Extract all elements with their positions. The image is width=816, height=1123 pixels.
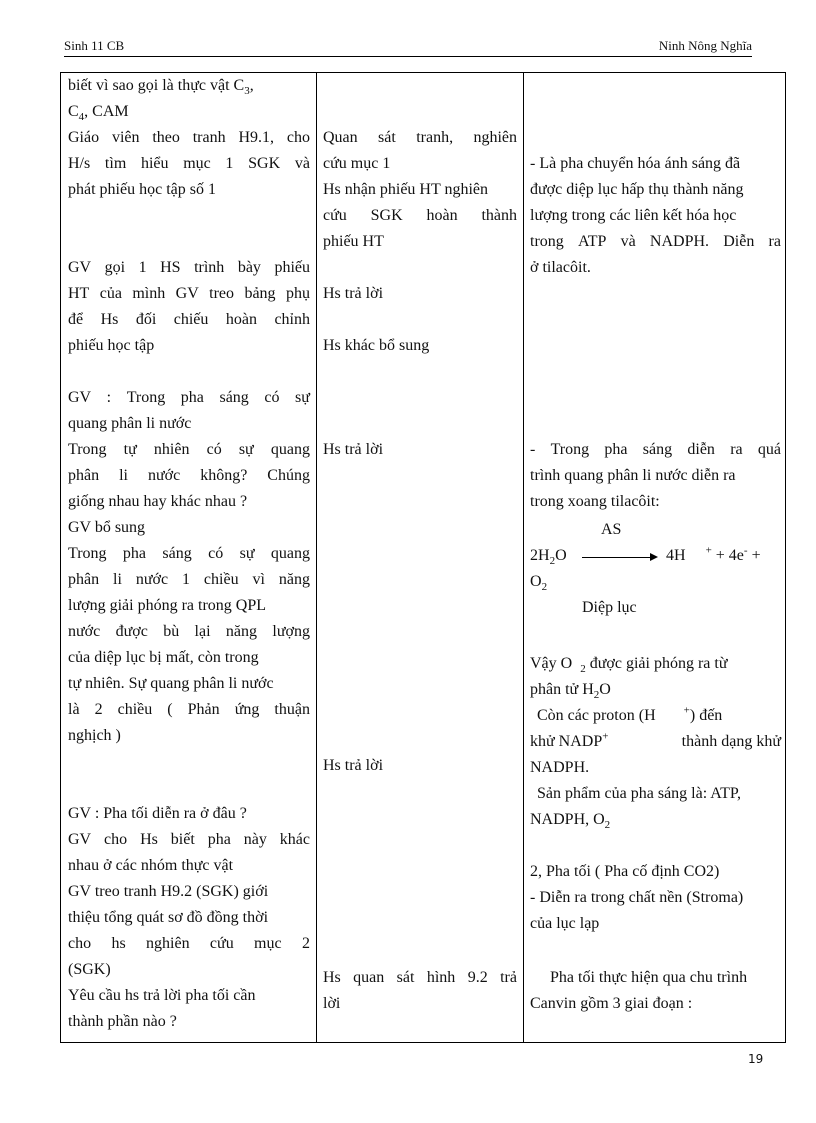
text-line: Hs nhận phiếu HT nghiên (323, 181, 489, 198)
text-line: phiếu học tập (68, 337, 155, 354)
text-line: 2, Pha tối ( Pha cố định CO2) (530, 863, 720, 880)
arrow-head-icon (650, 553, 658, 561)
text-line: Còn các proton (H +) đến (537, 704, 723, 724)
text-line: nước được bù lại năng lượng (68, 623, 310, 640)
text-line: (SGK) (68, 961, 111, 978)
text-line: để Hs đối chiếu hoàn chỉnh (68, 311, 310, 328)
text-line: - Diễn ra trong chất nền (Stroma) (530, 889, 744, 906)
text-line: nhau ở các nhóm thực vật (68, 857, 234, 874)
lesson-table (60, 72, 786, 1043)
text-line: thiệu tổng quát sơ đồ đồng thời (68, 909, 269, 926)
text-line: Hs trả lời (323, 285, 384, 302)
text-line: được diệp lục hấp thụ thành năng (530, 181, 744, 198)
text-line: phân tử $H_2O$ (530, 681, 611, 702)
text-line: Pha tối thực hiện qua chu trình (550, 969, 748, 986)
equation-reactant: $2H_2O$ (530, 547, 567, 568)
text-line: lượng trong các liên kết hóa học (530, 207, 737, 224)
text-line: lượng giải phóng ra trong QPL (68, 597, 266, 614)
text-line: của diệp lục bị mất, còn trong (68, 649, 259, 666)
header-rule (64, 56, 752, 57)
page-header (64, 38, 752, 56)
text-line: lời (323, 995, 341, 1012)
text-line: khử NADP+ thành dạng khử (530, 730, 781, 750)
text-line: Trong pha sáng có sự quang (68, 545, 310, 562)
text-line: giống nhau hay khác nhau ? (68, 493, 248, 510)
text-line: tự nhiên. Sự quang phân li nước (68, 675, 274, 692)
text-line: Vậy O $_2$ được giải phóng ra từ (530, 655, 728, 676)
equation-catalyst: Diệp lục (582, 599, 637, 616)
text-line: trong xoang tilacôit: (530, 493, 660, 510)
text-line: Hs trả lời (323, 757, 384, 774)
text-line: biết vì sao gọi là thực vật $C_3$, (68, 77, 254, 98)
text-line: cho hs nghiên cứu mục 2 (68, 935, 310, 952)
equation-oxygen: $O_2$ (530, 573, 548, 594)
header-author: Ninh Nông Nghĩa (658, 38, 752, 53)
text-line: GV gọi 1 HS trình bày phiếu (68, 259, 310, 276)
column-divider (316, 73, 317, 1042)
text-line: phát phiếu học tập số 1 (68, 181, 216, 198)
text-line: phiếu HT (323, 233, 384, 250)
text-line: GV treo tranh H9.2 (SGK) giới (68, 883, 269, 900)
header-subject: Sinh 11 CB (64, 38, 125, 53)
column-divider (523, 73, 524, 1042)
text-line: H/s tìm hiểu mục 1 SGK và (68, 155, 310, 172)
text-line: là 2 chiều ( Phản ứng thuận (68, 701, 310, 718)
text-line: NADPH, $O_2$ (530, 811, 611, 832)
text-line: - Là pha chuyển hóa ánh sáng đã (530, 155, 741, 172)
text-line: NADPH. (530, 759, 590, 776)
text-line: phân li nước không? Chúng (68, 467, 310, 484)
text-line: của lục lạp (530, 915, 600, 932)
text-line: phân li nước 1 chiều vì năng (68, 571, 310, 588)
text-line: Sản phẩm của pha sáng là: ATP, (537, 785, 741, 802)
page-number: 19 (748, 1052, 764, 1066)
equation-product: 4H + + 4e- + (666, 544, 761, 564)
text-line: trình quang phân li nước diễn ra (530, 467, 736, 484)
text-line: quang phân li nước (68, 415, 192, 432)
text-line: trong ATP và NADPH. Diễn ra (530, 233, 781, 250)
text-line: Hs quan sát hình 9.2 trả (323, 969, 517, 986)
reaction-arrow (582, 557, 652, 558)
text-line: GV : Pha tối diễn ra ở đâu ? (68, 805, 247, 822)
text-line: GV cho Hs biết pha này khác (68, 831, 310, 848)
text-line: Hs khác bổ sung (323, 337, 430, 354)
text-line: Hs trả lời (323, 441, 384, 458)
text-line: Canvin gồm 3 giai đoạn : (530, 995, 693, 1012)
text-line: cứu mục 1 (323, 155, 391, 172)
text-line: ở tilacôit. (530, 259, 591, 276)
text-line: Trong tự nhiên có sự quang (68, 441, 310, 458)
text-line: thành phần nào ? (68, 1013, 177, 1030)
text-line: Quan sát tranh, nghiên (323, 129, 517, 146)
text-line: Yêu cầu hs trả lời pha tối cần (68, 987, 256, 1004)
text-line: nghịch ) (68, 727, 121, 744)
text-line: - Trong pha sáng diễn ra quá (530, 441, 781, 458)
text-line: HT của mình GV treo bảng phụ (68, 285, 310, 302)
text-line: Giáo viên theo tranh H9.1, cho (68, 129, 310, 146)
text-line: cứu SGK hoàn thành (323, 207, 517, 224)
text-line: GV bổ sung (68, 519, 146, 536)
text-line: GV : Trong pha sáng có sự (68, 389, 310, 406)
text-line: $C_4$, CAM (68, 103, 129, 124)
equation-condition: AS (601, 521, 622, 538)
